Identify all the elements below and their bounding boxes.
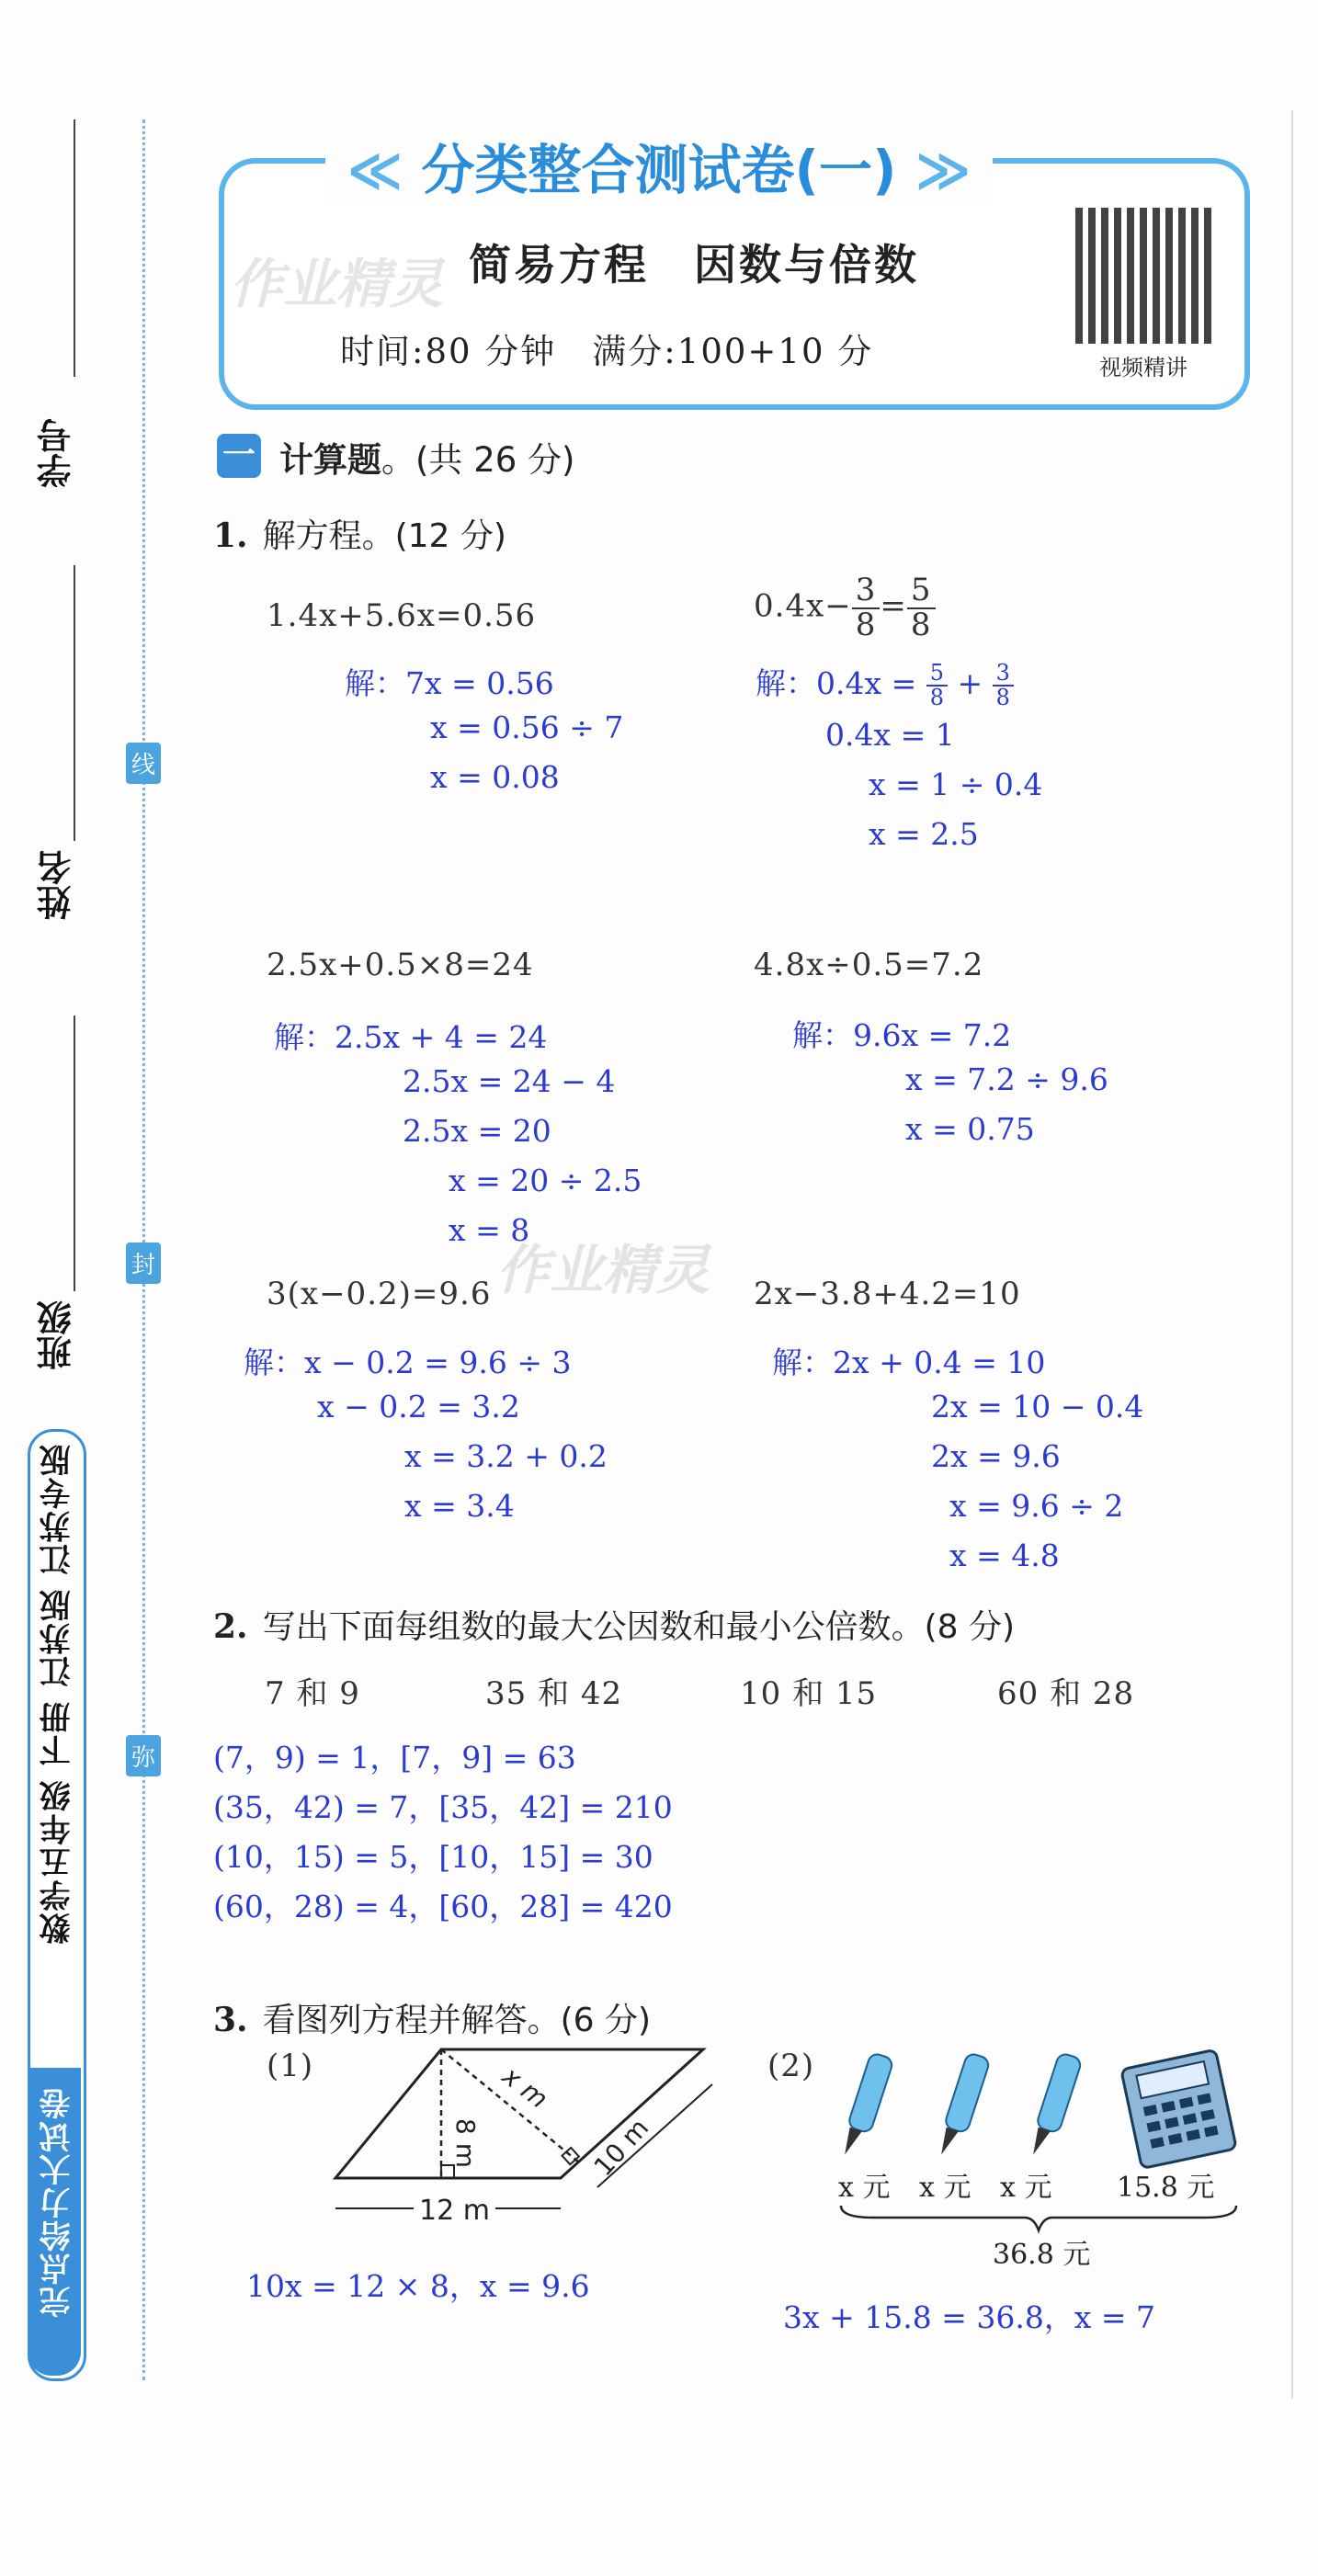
problem-2-step-3: x = 1 ÷ 0.4 [869, 766, 1043, 802]
page-title-text: 分类整合测试卷(一) [421, 139, 897, 201]
watermark: 作业精灵 [230, 253, 444, 315]
problem-5-equation: 3(x−0.2)=9.6 [267, 1276, 492, 1312]
problem-6-equation: 2x−3.8+4.2=10 [754, 1276, 1021, 1312]
series-label: 数学五年级 下册 江苏版 江苏专版 [40, 1443, 76, 1945]
page-title: ≪ 分类整合测试卷(一) ≫ [0, 127, 1318, 204]
section-title: 计算题。(共 26 分) [279, 440, 575, 480]
time-score-info: 时间:80 分钟 满分:100+10 分 [340, 332, 874, 371]
question-2-title: 2. 写出下面每组数的最大公因数和最小公倍数。(8 分) [213, 1607, 1016, 1646]
section-badge: 一 [217, 434, 261, 478]
gcd-lcm-answer-3: (10，15) = 5，[10，15] = 30 [213, 1839, 653, 1875]
right-edge-line [1291, 110, 1293, 2399]
problem-3-step-4: x = 20 ÷ 2.5 [449, 1163, 642, 1198]
problem-4-equation: 4.8x÷0.5=7.2 [754, 947, 984, 983]
problem-3-equation: 2.5x+0.5×8=24 [267, 947, 534, 983]
side-x-label: x m [496, 2060, 554, 2115]
problem-2-step-2: 0.4x = 1 [825, 717, 955, 753]
problem-6-step-1: 解：2x + 0.4 = 10 [772, 1345, 1046, 1380]
problem-3-step-3: 2.5x = 20 [403, 1113, 551, 1149]
part-1-answer: 10x = 12 × 8，x = 9.6 [246, 2268, 590, 2304]
brand-label: 完点给力大试卷 [40, 2086, 76, 2318]
problem-6-step-5: x = 4.8 [949, 1538, 1060, 1573]
qr-label: 视频精讲 [1099, 355, 1187, 380]
problem-4-step-3: x = 0.75 [905, 1111, 1035, 1147]
number-group-3: 10 和 15 [740, 1675, 878, 1712]
pen-price-label-3: x 元 [1000, 2172, 1052, 2204]
problem-5-step-2: x − 0.2 = 3.2 [317, 1389, 520, 1424]
qr-code-icon[interactable] [1075, 208, 1211, 344]
number-group-1: 7 和 9 [265, 1675, 360, 1712]
class-label: 班级 [37, 1300, 77, 1370]
problem-6-step-4: x = 9.6 ÷ 2 [949, 1488, 1124, 1524]
problem-2-step-4: x = 2.5 [869, 816, 979, 852]
problem-6-step-2: 2x = 10 − 0.4 [931, 1389, 1144, 1424]
gcd-lcm-answer-2: (35，42) = 7，[35，42] = 210 [213, 1789, 673, 1825]
number-group-2: 35 和 42 [485, 1675, 623, 1712]
problem-3-step-5: x = 8 [449, 1212, 530, 1248]
name-label: 姓名 [37, 850, 77, 920]
gcd-lcm-answer-4: (60，28) = 4，[60，28] = 420 [213, 1889, 673, 1924]
page-subtitle: 简易方程 因数与倍数 [469, 240, 919, 289]
height-label: 8 m [450, 2118, 481, 2168]
problem-5-step-1: 解：x − 0.2 = 9.6 ÷ 3 [244, 1345, 572, 1380]
watermark: 作业精灵 [496, 1239, 710, 1301]
problem-3-step-2: 2.5x = 24 − 4 [403, 1063, 616, 1099]
student-id-label: 学号 [37, 418, 77, 488]
problem-5-step-3: x = 3.2 + 0.2 [404, 1438, 608, 1474]
gcd-lcm-answer-1: (7，9) = 1，[7，9] = 63 [213, 1740, 576, 1776]
problem-1-step-3: x = 0.08 [430, 759, 560, 795]
problem-1-step-1: 解：7x = 0.56 [345, 665, 554, 701]
pen-icon [937, 2052, 990, 2158]
pen-icon [841, 2052, 893, 2158]
part-2-answer: 3x + 15.8 = 36.8，x = 7 [783, 2299, 1156, 2335]
total-price-label: 36.8 元 [993, 2239, 1091, 2271]
problem-5-step-4: x = 3.4 [404, 1488, 515, 1524]
part-1-label: (1) [267, 2048, 314, 2084]
right-angle-mark [562, 2148, 579, 2164]
problem-4-step-1: 解：9.6x = 7.2 [792, 1017, 1012, 1053]
problem-3-step-1: 解：2.5x + 4 = 24 [274, 1019, 548, 1055]
pen-price-label-1: x 元 [838, 2172, 891, 2204]
calculator-icon [1121, 2049, 1237, 2168]
pen-price-label-2: x 元 [919, 2172, 971, 2204]
binding-line-name [74, 565, 75, 841]
pen-icon [1029, 2052, 1082, 2158]
calculator-price-label: 15.8 元 [1117, 2172, 1215, 2204]
question-1-title: 1. 解方程。(12 分) [213, 516, 506, 555]
problem-6-step-3: 2x = 9.6 [931, 1438, 1061, 1474]
binding-line-class [74, 1016, 75, 1291]
problem-4-step-2: x = 7.2 ÷ 9.6 [905, 1061, 1108, 1097]
number-group-4: 60 和 28 [997, 1675, 1135, 1712]
problem-2-step-1: 解：0.4x = $\frac{5}{8}$ + $\frac{3}{8}$ [756, 660, 1014, 709]
line-mark: 线 [126, 743, 161, 784]
question-3-title: 3. 看图列方程并解答。(6 分) [213, 2001, 652, 2039]
part-2-label: (2) [767, 2048, 815, 2084]
base-label: 12 m [414, 2195, 495, 2227]
problem-1-equation: 1.4x+5.6x=0.56 [267, 597, 537, 634]
side-label: 10 m [587, 2112, 655, 2183]
problem-2-equation: 0.4x− $\frac{3}{8}$ = $\frac{5}{8}$ [754, 574, 936, 641]
seal-mark: 封 [126, 1243, 161, 1284]
problem-1-step-2: x = 0.56 ÷ 7 [430, 709, 624, 745]
mi-mark: 弥 [126, 1735, 161, 1776]
